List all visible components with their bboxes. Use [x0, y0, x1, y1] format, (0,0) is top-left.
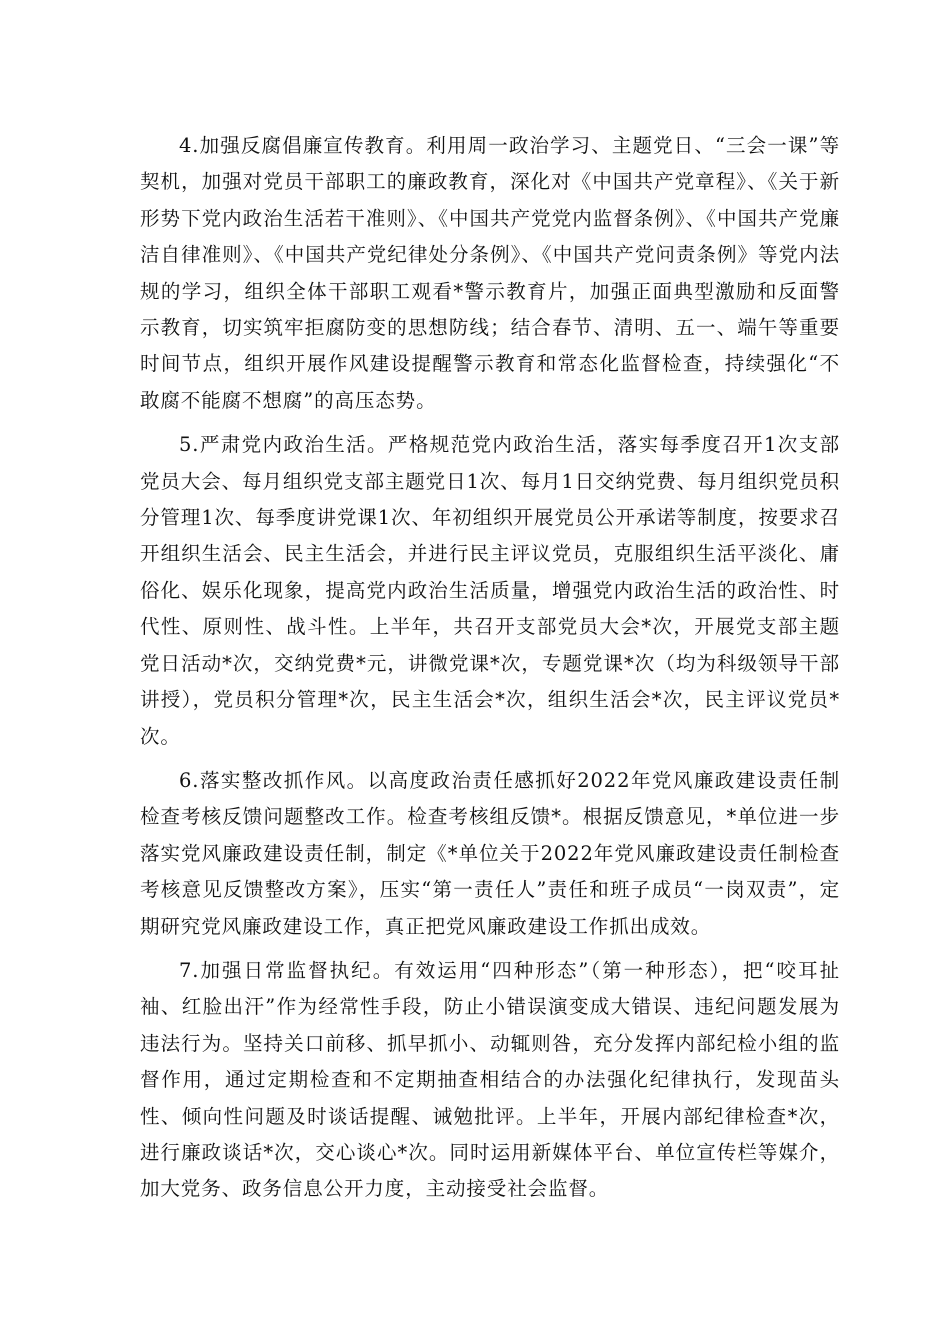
paragraph-item-6: 6.落实整改抓作风。以高度政治责任感抓好2022年党风廉政建设责任制检查考核反馈问题整改工作。检查考核组反馈*。根据反馈意见，*单位进一步落实党风廉政建设责任制，制定《*单位关于2022年党风廉政建设责任制检查考核意见反馈整改方案》，压实“第一责任人”责任和班子成员“一岗双责”，定期研究党风廉政建设工作，真正把党风廉政建设工作抓出成效。 [140, 768, 840, 938]
paragraph-item-4: 4.加强反腐倡廉宣传教育。利用周一政治学习、主题党日、“三会一课”等契机，加强对党员干部职工的廉政教育，深化对《中国共产党章程》、《关于新形势下党内政治生活若干准则》、《中国共产党党内监督条例》、《中国共产党廉洁自律准则》、《中国共产党纪律处分条例》、《中国共产党问责条例》等党内法规的学习，组织全体干部职工观看*警示教育片，加强正面典型激励和反面警示教育，切实筑牢拒腐防变的思想防线；结合春节、清明、五一、端午等重要时间节点，组织开展作风建设提醒警示教育和常态化监督检查，持续强化“不敢腐不能腐不想腐”的高压态势。 [140, 134, 840, 412]
paragraph-item-7: 7.加强日常监督执纪。有效运用“四种形态”（第一种形态），把“咬耳扯袖、红脸出汗”作为经常性手段，防止小错误演变成大错误、违纪问题发展为违法行为。坚持关口前移、抓早抓小、动辄则咎，充分发挥内部纪检小组的监督作用，通过定期检查和不定期抽查相结合的办法强化纪律执行，发现苗头性、倾向性问题及时谈话提醒、诫勉批评。上半年，开展内部纪律检查*次，进行廉政谈话*次，交心谈心*次。同时运用新媒体平台、单位宣传栏等媒介，加大党务、政务信息公开力度，主动接受社会监督。 [140, 958, 840, 1201]
paragraph-item-5: 5.严肃党内政治生活。严格规范党内政治生活，落实每季度召开1次支部党员大会、每月组织党支部主题党日1次、每月1日交纳党费、每月组织党员积分管理1次、每季度讲党课1次、年初组织开展党员公开承诺等制度，按要求召开组织生活会、民主生活会，并进行民主评议党员，克服组织生活平淡化、庸俗化、娱乐化现象，提高党内政治生活质量，增强党内政治生活的政治性、时代性、原则性、战斗性。上半年，共召开支部党员大会*次，开展党支部主题党日活动*次，交纳党费*元，讲微党课*次，专题党课*次（均为科级领导干部讲授），党员积分管理*次，民主生活会*次，组织生活会*次，民主评议党员*次。 [140, 433, 840, 748]
document-body [140, 128, 840, 1216]
